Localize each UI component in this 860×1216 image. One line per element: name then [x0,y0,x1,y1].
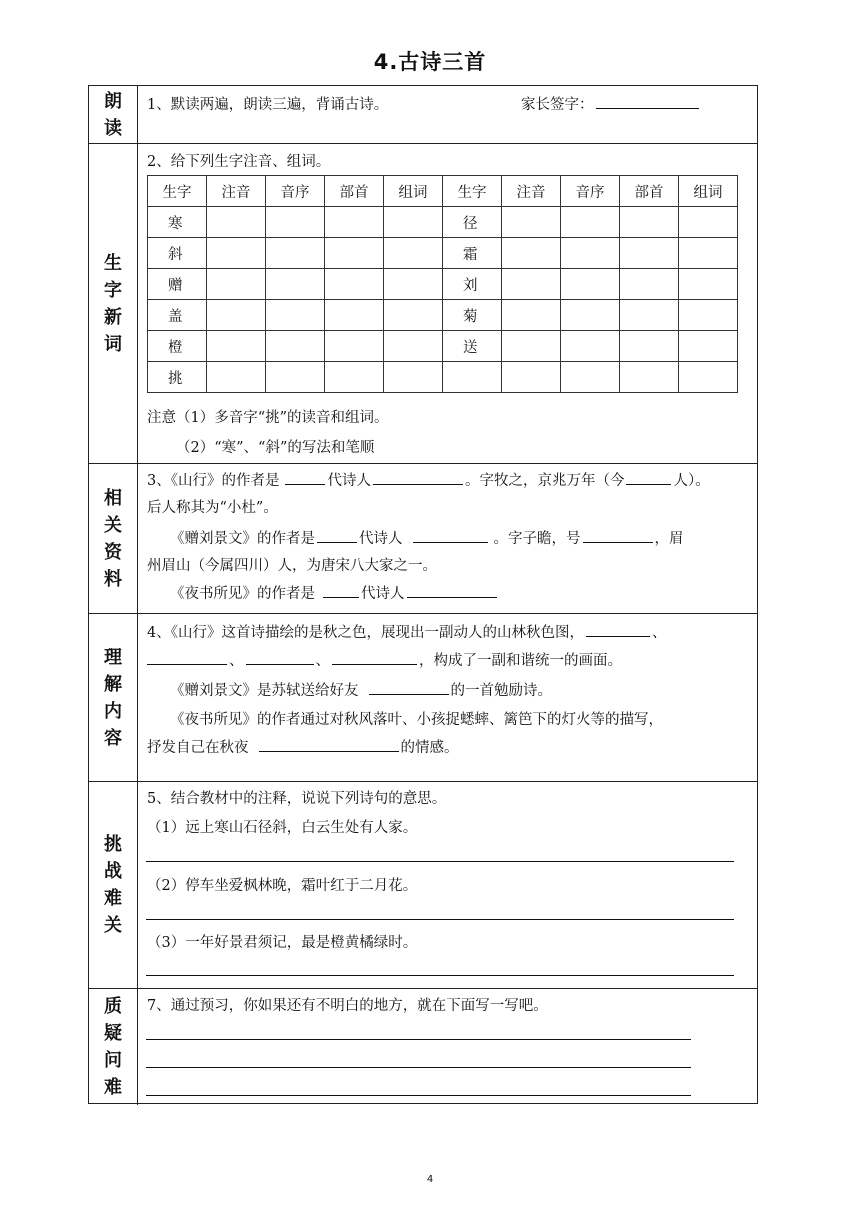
section-label: 理解内容 [89,614,138,781]
scene-blank[interactable] [147,649,227,665]
blank-cell[interactable] [502,300,561,331]
answer-line-2[interactable] [146,919,734,920]
char-cell: 盖 [148,300,207,331]
worksheet-table [88,85,758,1104]
blank-cell[interactable] [679,331,738,362]
blank-cell[interactable] [620,300,679,331]
blank-cell[interactable] [384,269,443,300]
table-row [148,238,738,269]
char-cell: 斜 [148,238,207,269]
section-label: 挑战难关 [89,782,138,988]
blank-cell[interactable] [266,331,325,362]
note-line-2: （2）“寒”、“斜”的写法和笔顺 [176,440,375,456]
section-label: 相关资料 [89,464,138,613]
parent-sign-label: 家长签字： [521,97,594,113]
blank-cell[interactable] [502,207,561,238]
blank-cell[interactable] [620,362,679,393]
challenge-instruction: 5、结合教材中的注释，说说下列诗句的意思。 [147,791,447,807]
blank-cell[interactable] [207,269,266,300]
section-label: 生字新词 [89,144,138,463]
blank-cell[interactable] [561,331,620,362]
friend-blank[interactable] [369,679,449,695]
blank-cell[interactable] [207,362,266,393]
scene-blank[interactable] [586,621,650,637]
blank-cell[interactable] [502,362,561,393]
char-cell: 霜 [443,238,502,269]
section-label: 朗读 [89,86,138,143]
blank-cell[interactable] [325,238,384,269]
blank-cell[interactable] [561,238,620,269]
character-table [147,175,738,393]
answer-line-3[interactable] [146,975,734,976]
section-question [89,989,757,1105]
header-cell: 生字 [148,176,207,207]
alias-blank[interactable] [583,527,653,543]
blank-cell[interactable] [679,269,738,300]
char-cell: 赠 [148,269,207,300]
poet-blank[interactable] [373,469,463,485]
blank-cell[interactable] [620,269,679,300]
blank-cell[interactable] [207,238,266,269]
section-info: 相关资料 3、《山行》的作者是 代诗人 。字牧之，京兆万年（今 人）。 后人称其为“小杜”。 《赠刘景文》的作者是 代诗人 。字子瞻，号 ，眉 州眉山（今属四川）人，为唐宋八大家之一。 《夜书所见》的作者是 代诗人 [89,464,757,614]
section-challenge [89,782,757,989]
header-cell: 音序 [561,176,620,207]
table-row [148,207,738,238]
char-cell: 橙 [148,331,207,362]
blank-cell[interactable] [561,269,620,300]
blank-cell[interactable] [384,300,443,331]
poet-blank[interactable] [407,582,497,598]
place-blank[interactable] [626,469,671,485]
note-line-1: 注意（1）多音字“挑”的读音和组词。 [147,410,389,426]
blank-cell[interactable] [384,331,443,362]
char-cell: 径 [443,207,502,238]
header-cell: 组词 [384,176,443,207]
header-cell: 音序 [266,176,325,207]
dynasty-blank[interactable] [285,469,325,485]
section-read [89,86,757,144]
blank-cell[interactable] [502,269,561,300]
blank-cell[interactable] [325,362,384,393]
blank-cell[interactable] [384,238,443,269]
blank-cell[interactable] [207,300,266,331]
blank-cell[interactable] [679,300,738,331]
blank-cell[interactable] [679,362,738,393]
blank-cell[interactable] [679,207,738,238]
header-cell: 部首 [325,176,384,207]
blank-cell[interactable] [561,362,620,393]
char-cell: 菊 [443,300,502,331]
question-line-3[interactable] [146,1095,691,1096]
dynasty-blank[interactable] [317,527,357,543]
page-number: 4 [426,1174,434,1185]
table-row [148,269,738,300]
blank-cell[interactable] [266,207,325,238]
read-instruction: 1、默读两遍，朗读三遍，背诵古诗。 [147,97,389,113]
char-cell: 送 [443,331,502,362]
blank-cell[interactable] [325,269,384,300]
poet-blank[interactable] [413,527,488,543]
emotion-blank[interactable] [259,736,399,752]
chars-instruction: 2、给下列生字注音、组词。 [147,154,331,170]
blank-cell[interactable] [561,207,620,238]
scene-blank[interactable] [332,649,417,665]
section-label: 质疑问难 [89,989,138,1105]
blank-cell[interactable] [384,207,443,238]
blank-cell[interactable] [325,300,384,331]
blank-cell[interactable] [266,238,325,269]
header-cell: 组词 [679,176,738,207]
table-row [148,331,738,362]
blank-cell[interactable] [207,207,266,238]
table-header-row [148,176,738,207]
table-row [148,362,738,393]
question-line-2[interactable] [146,1067,691,1068]
scene-blank[interactable] [246,649,314,665]
char-cell: 刘 [443,269,502,300]
page-title: 4.古诗三首 [373,50,487,74]
header-cell: 部首 [620,176,679,207]
blank-cell[interactable] [679,238,738,269]
blank-cell[interactable] [502,238,561,269]
blank-cell[interactable] [207,331,266,362]
answer-line-1[interactable] [146,861,734,862]
section-understand: 理解内容 4、《山行》这首诗描绘的是秋之色，展现出一副动人的山林秋色图， 、 、 、 ，构成了一副和谐统一的画面。 《赠刘景文》是苏轼送给好友 的一首勉励诗。 《夜书所见》的作者通过对秋风落叶、小孩捉蟋蟀、篱笆下的灯火等的描写， 抒发自己在秋夜 的情感。 [89,614,757,782]
blank-cell[interactable] [620,238,679,269]
poem-line-3: （3）一年好景君须记，最是橙黄橘绿时。 [147,935,418,951]
parent-sign-field[interactable] [596,93,699,109]
question-instruction: 7、通过预习，你如果还有不明白的地方，就在下面写一写吧。 [147,998,548,1014]
blank-cell[interactable] [384,362,443,393]
header-cell: 注音 [502,176,561,207]
blank-cell[interactable] [325,331,384,362]
blank-cell[interactable] [561,300,620,331]
section-chars [89,144,757,464]
blank-cell[interactable] [502,331,561,362]
blank-cell[interactable] [620,207,679,238]
blank-cell[interactable] [325,207,384,238]
blank-cell[interactable] [266,269,325,300]
char-cell: 寒 [148,207,207,238]
poem-line-2: （2）停车坐爱枫林晚，霜叶红于二月花。 [147,878,418,894]
blank-cell[interactable] [620,331,679,362]
char-cell: 挑 [148,362,207,393]
char-cell [443,362,502,393]
table-row [148,300,738,331]
header-cell: 生字 [443,176,502,207]
question-line-1[interactable] [146,1039,691,1040]
poem-line-1: （1）远上寒山石径斜，白云生处有人家。 [147,820,418,836]
blank-cell[interactable] [266,362,325,393]
dynasty-blank[interactable] [323,582,359,598]
blank-cell[interactable] [266,300,325,331]
header-cell: 注音 [207,176,266,207]
